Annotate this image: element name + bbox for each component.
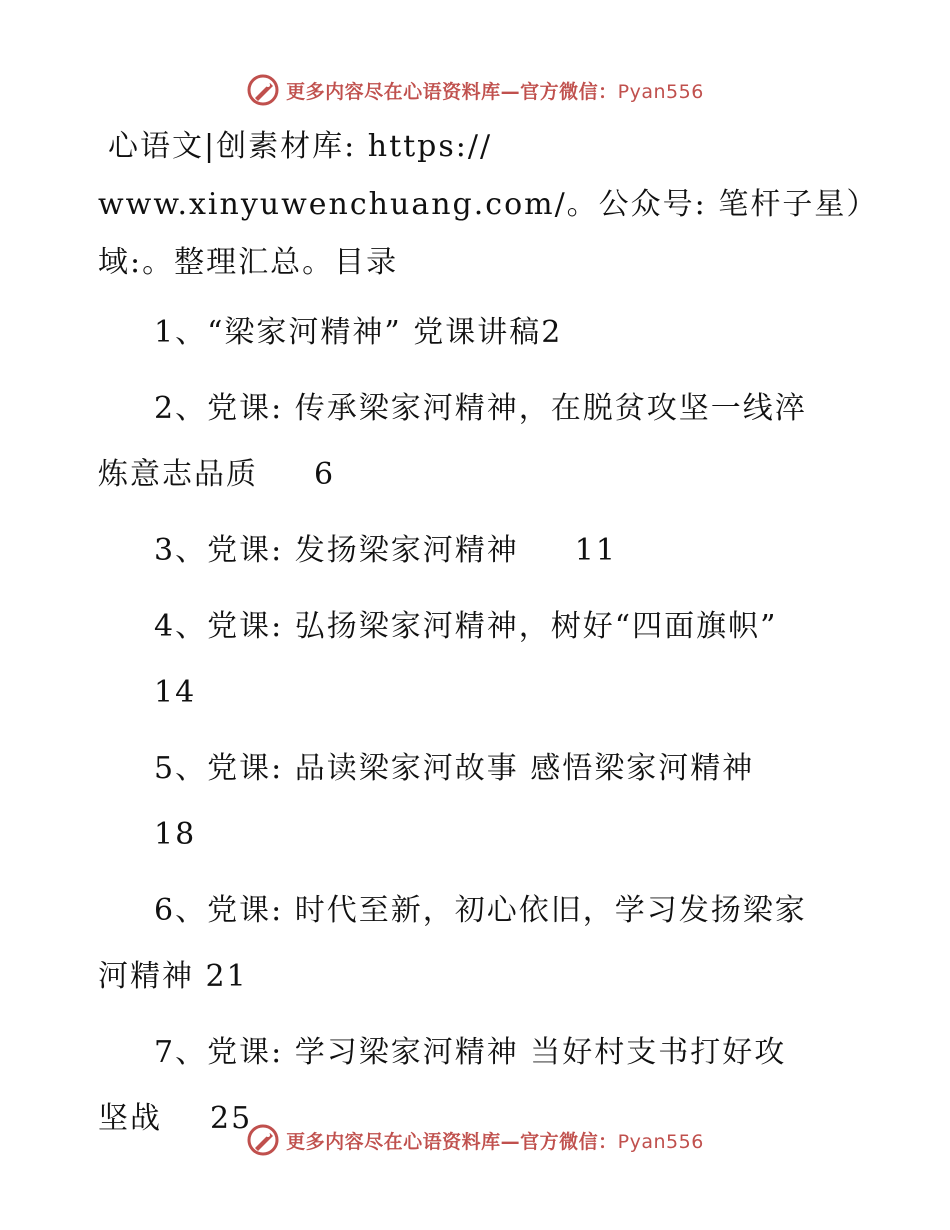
pen-circle-logo-icon xyxy=(246,73,280,107)
banner-text xyxy=(286,1127,704,1154)
toc-item-3[interactable] xyxy=(98,518,868,584)
toc-title-cont: 河精神 xyxy=(98,959,194,994)
document-body xyxy=(98,118,879,1162)
toc-title: 6、党课: 时代至新，初心依旧，学习发扬梁家 xyxy=(154,893,807,928)
banner-text xyxy=(286,77,704,104)
toc-title: 5、党课: 品读梁家河故事 感悟梁家河精神 xyxy=(154,751,755,786)
toc-item-5[interactable] xyxy=(98,736,868,868)
toc-item-1[interactable] xyxy=(98,300,868,366)
intro-paragraph xyxy=(98,118,879,292)
toc-title: 7、党课: 学习梁家河精神 当好村支书打好攻 xyxy=(154,1035,787,1070)
intro-line-2: www.xinyuwenchuang.com/。公众号: 笔杆子星） xyxy=(98,187,879,222)
toc-page: 11 xyxy=(574,533,617,568)
toc-page: 2 xyxy=(541,315,563,350)
toc-item-2[interactable] xyxy=(98,376,868,508)
banner-label: 更多内容尽在心语资料库—官方微信： xyxy=(286,80,618,103)
toc-title-cont: 坚战 xyxy=(98,1101,162,1136)
intro-line-1: 心语文|创素材库: https:// xyxy=(108,129,493,164)
footer-banner xyxy=(0,1120,950,1160)
intro-line-3: 域:。整理汇总。目录 xyxy=(98,245,399,280)
toc-page: 18 xyxy=(154,817,197,852)
toc-title: 2、党课: 传承梁家河精神，在脱贫攻坚一线淬 xyxy=(154,391,807,426)
toc-item-6[interactable] xyxy=(98,878,868,1010)
pen-circle-logo-icon xyxy=(246,1123,280,1157)
banner-wechat-id: Pyan556 xyxy=(617,80,704,103)
toc-title: 4、党课: 弘扬梁家河精神，树好“四面旗帜” xyxy=(154,609,778,644)
toc-title-cont: 炼意志品质 xyxy=(98,457,258,492)
toc-item-4[interactable] xyxy=(98,594,868,726)
table-of-contents xyxy=(98,300,868,1152)
header-banner xyxy=(0,70,950,110)
toc-title: 1、“梁家河精神” 党课讲稿 xyxy=(154,315,542,350)
banner-wechat-id: Pyan556 xyxy=(617,1130,704,1153)
toc-page: 21 xyxy=(205,959,248,994)
toc-page: 6 xyxy=(314,457,336,492)
banner-label: 更多内容尽在心语资料库—官方微信： xyxy=(286,1130,618,1153)
toc-page: 14 xyxy=(154,675,197,710)
toc-title: 3、党课: 发扬梁家河精神 xyxy=(154,533,519,568)
toc-page: 25 xyxy=(210,1101,253,1136)
